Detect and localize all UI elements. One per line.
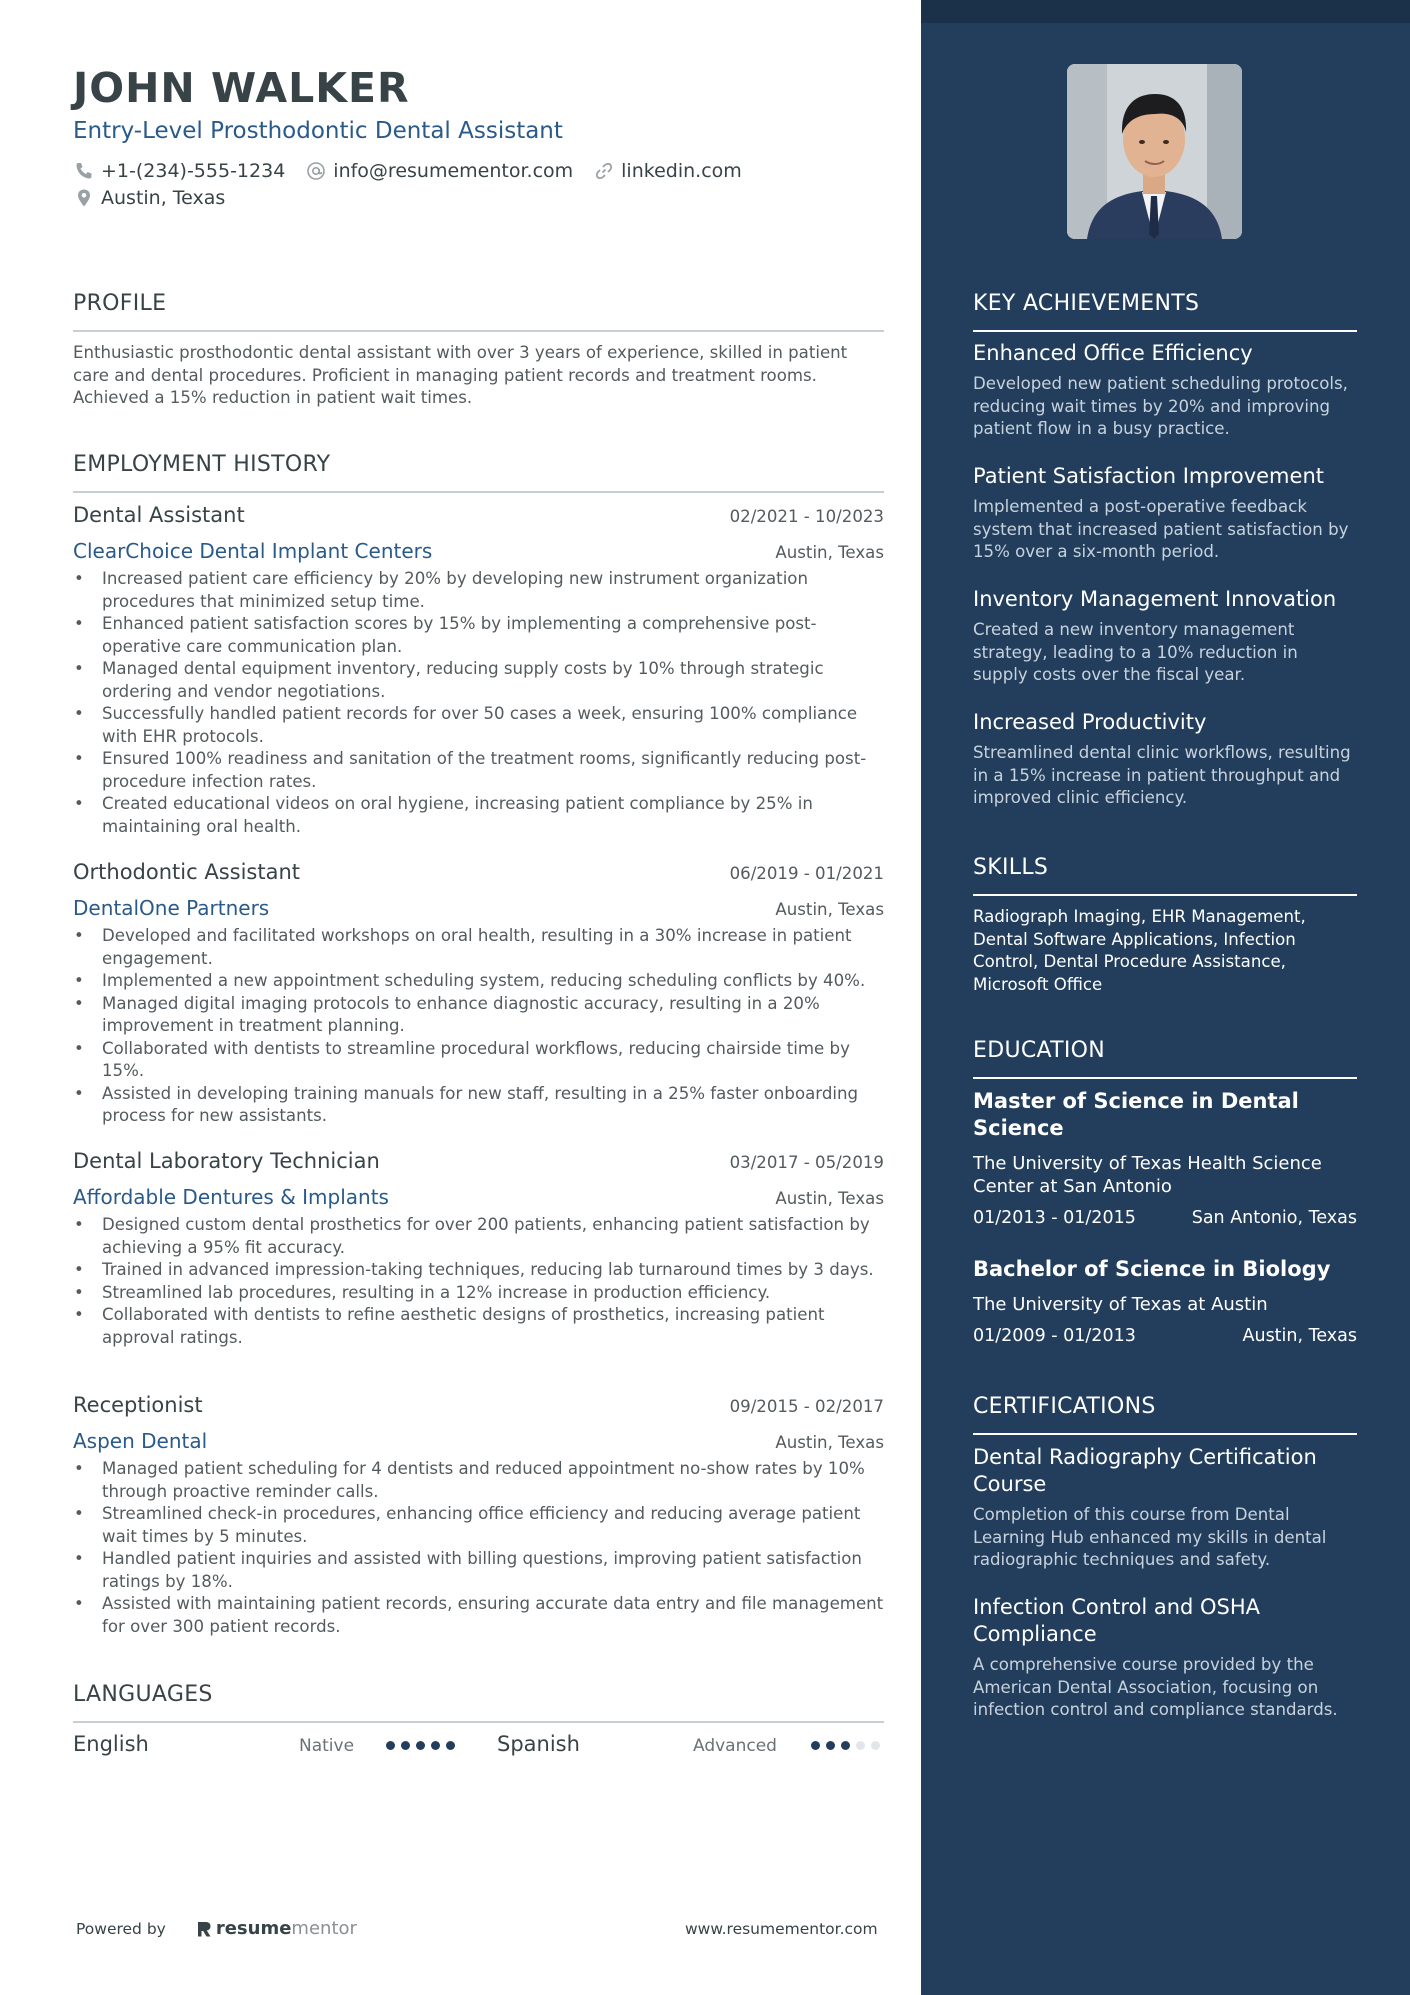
certification-item	[973, 1444, 1357, 1572]
phone-text: +1-(234)-555-1234	[101, 160, 286, 182]
education-item	[973, 1088, 1357, 1228]
job-company: DentalOne Partners	[73, 896, 270, 920]
language-name: Spanish	[497, 1732, 580, 1756]
rating-dot-filled	[826, 1741, 835, 1750]
job-dates: 02/2021 - 10/2023	[729, 507, 884, 526]
job-bullet: • Assisted in developing training manuals for new staff, resulting in a 25% faster onboarding process for new assistants.	[73, 1083, 884, 1128]
profile-photo	[1067, 64, 1242, 239]
education-heading: EDUCATION	[973, 1038, 1357, 1079]
candidate-name: JOHN WALKER	[73, 64, 410, 112]
job-bullet: • Managed digital imaging protocols to enhance diagnostic accuracy, resulting in a 20% improvement in treatment planning.	[73, 993, 884, 1038]
contact-phone	[73, 160, 285, 182]
language-rating	[386, 1741, 461, 1750]
job-company: ClearChoice Dental Implant Centers	[73, 539, 433, 563]
location-text: Austin, Texas	[101, 187, 226, 209]
job-location: Austin, Texas	[775, 1189, 884, 1208]
employment-heading: EMPLOYMENT HISTORY	[73, 452, 884, 493]
contact-row-1	[73, 160, 762, 182]
email-link[interactable]: info@resumementor.com	[333, 160, 574, 182]
sidebar	[921, 0, 1410, 1995]
job-bullets	[73, 1214, 884, 1349]
languages-list	[73, 1732, 884, 1762]
job-title: Receptionist	[73, 1393, 203, 1417]
achievement-desc: Developed new patient scheduling protocols, reducing wait times by 20% and improving patient flow in a busy practice.	[973, 374, 1348, 438]
contact-location	[73, 187, 225, 209]
contact-email	[305, 160, 573, 182]
achievement-item	[973, 710, 1357, 810]
education-item	[973, 1256, 1357, 1346]
job-title: Dental Laboratory Technician	[73, 1149, 380, 1173]
job-title: Dental Assistant	[73, 503, 245, 527]
achievement-desc: Created a new inventory management strategy, leading to a 10% reduction in supply costs over the fiscal year.	[973, 620, 1298, 684]
job-bullet: • Collaborated with dentists to streamline procedural workflows, reducing chairside time by 15%.	[73, 1038, 884, 1083]
education-location: San Antonio, Texas	[1191, 1208, 1357, 1228]
achievement-title: Inventory Management Innovation	[973, 587, 1337, 611]
job-bullet: • Successfully handled patient records for over 50 cases a week, ensuring 100% compliance with EHR protocols.	[73, 703, 884, 748]
job-bullet: • Streamlined lab procedures, resulting in a 12% increase in production efficiency.	[73, 1282, 884, 1305]
job-bullet: • Trained in advanced impression-taking techniques, reducing lab turnaround times by 3 days.	[73, 1259, 884, 1282]
achievement-title: Patient Satisfaction Improvement	[973, 464, 1324, 488]
job-bullet: • Collaborated with dentists to refine aesthetic designs of prosthetics, increasing patient approval ratings.	[73, 1304, 884, 1349]
contact-linkedin	[593, 160, 742, 182]
linkedin-link[interactable]: linkedin.com	[621, 160, 742, 182]
achievement-title: Increased Productivity	[973, 710, 1207, 734]
certification-title: Dental Radiography Certification Course	[973, 1445, 1317, 1496]
certifications-heading: CERTIFICATIONS	[973, 1394, 1357, 1435]
job-title: Orthodontic Assistant	[73, 860, 301, 884]
achievement-title: Enhanced Office Efficiency	[973, 341, 1253, 365]
achievement-item	[973, 341, 1357, 441]
languages-heading: LANGUAGES	[73, 1682, 884, 1723]
achievement-item	[973, 587, 1357, 687]
rating-dot-filled	[431, 1741, 440, 1750]
education-dates: 01/2013 - 01/2015	[973, 1208, 1136, 1228]
profile-summary: Enthusiastic prosthodontic dental assistant with over 3 years of experience, skilled in patient care and dental procedures. Proficient in managing patient records and treatment rooms. Achieved a 15% reduction in patient wait times.	[73, 343, 848, 407]
certification-title: Infection Control and OSHA Compliance	[973, 1595, 1261, 1646]
sidebar-top-band	[921, 0, 1410, 23]
job-location: Austin, Texas	[775, 1433, 884, 1452]
job-bullets	[73, 925, 884, 1128]
language-level: Native	[299, 1736, 355, 1756]
job-entry	[73, 503, 884, 838]
education-dates: 01/2009 - 01/2013	[973, 1326, 1136, 1346]
resumementor-logo-icon	[196, 1920, 212, 1938]
achievement-item	[973, 464, 1357, 564]
footer-url[interactable]: www.resumementor.com	[685, 1920, 878, 1938]
job-bullet: • Managed patient scheduling for 4 dentists and reduced appointment no-show rates by 10% through proactive reminder calls.	[73, 1458, 884, 1503]
logo-text-bold: resume	[215, 1918, 292, 1939]
profile-heading: PROFILE	[73, 291, 884, 332]
education-location: Austin, Texas	[1242, 1326, 1357, 1346]
education-degree: Master of Science in Dental Science	[973, 1089, 1299, 1140]
job-bullet: • Created educational videos on oral hygiene, increasing patient compliance by 25% in maintaining oral health.	[73, 793, 884, 838]
contact-row-2	[73, 187, 245, 209]
rating-dot-empty	[856, 1741, 865, 1750]
rating-dot-filled	[401, 1741, 410, 1750]
at-icon	[305, 160, 327, 182]
job-dates: 09/2015 - 02/2017	[729, 1397, 884, 1416]
skills-heading: SKILLS	[973, 855, 1357, 896]
language-name: English	[73, 1732, 149, 1756]
job-location: Austin, Texas	[775, 543, 884, 562]
job-location: Austin, Texas	[775, 900, 884, 919]
phone-icon	[73, 160, 95, 182]
job-company: Affordable Dentures & Implants	[73, 1185, 389, 1209]
language-level: Advanced	[693, 1736, 777, 1756]
job-bullet: • Implemented a new appointment scheduling system, reducing scheduling conflicts by 40%.	[73, 970, 884, 993]
job-entry	[73, 1393, 884, 1638]
job-bullet: • Streamlined check-in procedures, enhancing office efficiency and reducing average patient wait times by 5 minutes.	[73, 1503, 884, 1548]
language-rating	[811, 1741, 886, 1750]
achievements-heading: KEY ACHIEVEMENTS	[973, 291, 1357, 332]
rating-dot-filled	[416, 1741, 425, 1750]
job-bullet: • Developed and facilitated workshops on oral health, resulting in a 30% increase in patient engagement.	[73, 925, 884, 970]
education-school: The University of Texas Health Science Center at San Antonio	[973, 1153, 1322, 1197]
certification-desc: Completion of this course from Dental Learning Hub enhanced my skills in dental radiographic techniques and safety.	[973, 1505, 1327, 1569]
rating-dot-filled	[386, 1741, 395, 1750]
rating-dot-filled	[811, 1741, 820, 1750]
job-entry	[73, 860, 884, 1128]
location-pin-icon	[73, 187, 95, 209]
link-icon	[593, 160, 615, 182]
job-bullet: • Increased patient care efficiency by 20% by developing new instrument organization procedures that minimized setup time.	[73, 568, 884, 613]
job-bullet: • Handled patient inquiries and assisted with billing questions, improving patient satisfaction ratings by 18%.	[73, 1548, 884, 1593]
skills-list: Radiograph Imaging, EHR Management, Dental Software Applications, Infection Control, Dental Procedure Assistance, Microsoft Office	[973, 907, 1306, 994]
certification-item	[973, 1594, 1357, 1722]
logo-text-light: mentor	[291, 1918, 357, 1939]
job-bullet: • Ensured 100% readiness and sanitation of the treatment rooms, significantly reducing post-procedure infection rates.	[73, 748, 884, 793]
rating-dot-empty	[871, 1741, 880, 1750]
rating-dot-filled	[446, 1741, 455, 1750]
job-bullet: • Enhanced patient satisfaction scores by 15% by implementing a comprehensive post-operative care communication plan.	[73, 613, 884, 658]
job-bullet: • Assisted with maintaining patient records, ensuring accurate data entry and file management for over 300 patient records.	[73, 1593, 884, 1638]
footer-powered	[76, 1918, 357, 1939]
job-bullets	[73, 568, 884, 838]
rating-dot-filled	[841, 1741, 850, 1750]
job-dates: 03/2017 - 05/2019	[729, 1153, 884, 1172]
achievement-desc: Implemented a post-operative feedback system that increased patient satisfaction by 15% over a six-month period.	[973, 497, 1349, 561]
job-entry	[73, 1149, 884, 1349]
candidate-title: Entry-Level Prosthodontic Dental Assistant	[73, 118, 563, 144]
education-school: The University of Texas at Austin	[973, 1294, 1268, 1315]
job-bullet: • Managed dental equipment inventory, reducing supply costs by 10% through strategic ordering and vendor negotiations.	[73, 658, 884, 703]
job-bullet: • Designed custom dental prosthetics for over 200 patients, enhancing patient satisfaction by achieving a 95% fit accuracy.	[73, 1214, 884, 1259]
education-degree: Bachelor of Science in Biology	[973, 1257, 1331, 1281]
resumementor-logo[interactable]	[196, 1918, 357, 1939]
achievement-desc: Streamlined dental clinic workflows, resulting in a 15% increase in patient throughput and improved clinic efficiency.	[973, 743, 1351, 807]
job-company: Aspen Dental	[73, 1429, 208, 1453]
powered-by-label: Powered by	[76, 1919, 166, 1938]
certification-desc: A comprehensive course provided by the American Dental Association, focusing on infection control and compliance standards.	[973, 1655, 1338, 1719]
job-dates: 06/2019 - 01/2021	[729, 864, 884, 883]
job-bullets	[73, 1458, 884, 1638]
